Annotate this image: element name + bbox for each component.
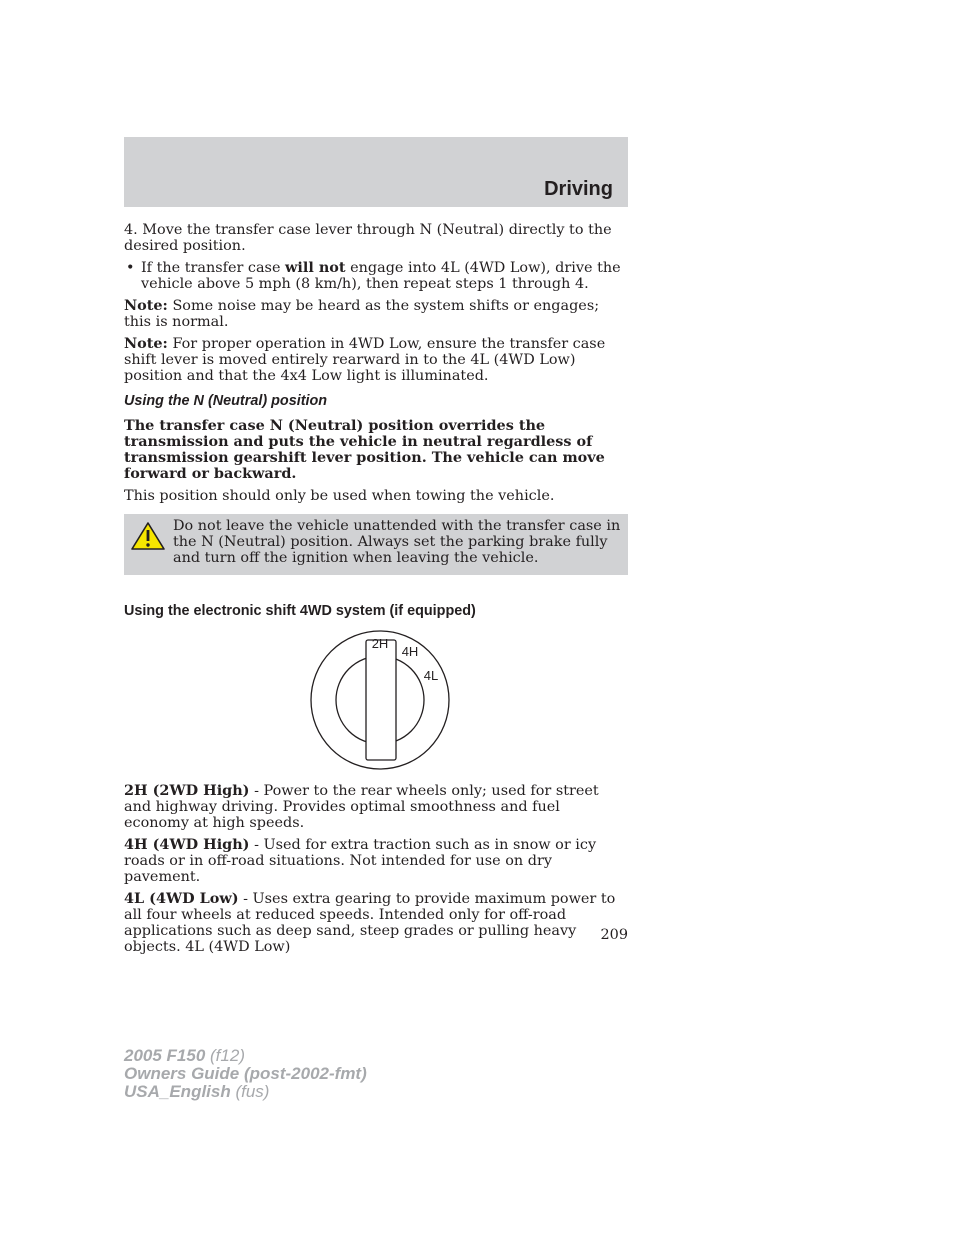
warning-triangle-icon [130,521,166,551]
neutral-position-heading: Using the N (Neutral) position [124,393,328,409]
note-text: For proper operation in 4WD Low, ensure the transfer case shift lever is moved entirely rearward in to the 4L (4WD Low) position and that the 4x4 Low light is illuminated. [124,336,606,384]
footer-line-1 [124,1047,367,1065]
document-footer [124,1047,367,1101]
bullet-text-bold: will not [285,259,346,276]
mode-label: 4L (4WD Low) [124,890,239,907]
footer-model: 2005 F150 [124,1046,206,1065]
neutral-bold-paragraph: The transfer case N (Neutral) position overrides the transmission and puts the vehicle in neutral regardless of transmission gearshift lever position. The vehicle can move forward or backward. [124,417,605,482]
mode-4h-description [124,837,628,885]
mode-text: - Used for extra traction such as in snow or icy roads or in off-road situations. Not intended for use on dry pavement. [124,837,597,885]
page-content [124,222,628,961]
mode-text: - Power to the rear wheels only; used for street and highway driving. Provides optimal smoothness and fuel economy at high speeds. [124,783,599,831]
mode-4l-description [124,891,628,955]
section-title: Driving [544,178,613,200]
footer-line-3 [124,1083,367,1101]
mode-2h-description [124,783,628,831]
bullet-item [124,260,628,292]
page-number: 209 [600,927,628,943]
dial-label-4l: 4L [423,668,439,683]
step-4-text: 4. Move the transfer case lever through N (Neutral) directly to the desired position. [124,222,612,254]
dial-knob [366,640,396,760]
note-label: Note: [124,297,168,314]
mode-text: - Uses extra gearing to provide maximum power to all four wheels at reduced speeds. Intended only for off-road applications such as deep sand, steep grades or pulling heavy objects. 4L (4WD Low) [124,891,616,955]
footer-line-2: Owners Guide (post-2002-fmt) [124,1064,367,1083]
note-noise [124,298,628,330]
mode-label: 2H (2WD High) [124,782,250,799]
bullet-text-before: If the transfer case [141,260,286,276]
4wd-selector-dial [307,627,453,773]
note-text: Some noise may be heard as the system shifts or engages; this is normal. [124,298,600,330]
footer-language: USA_English [124,1082,231,1101]
warning-box [124,514,628,575]
dial-label-4h: 4H [401,644,419,659]
note-label: Note: [124,335,168,352]
bullet-text-after: engage into 4L (4WD Low), drive the vehicle above 5 mph (8 km/h), then repeat steps 1 through 4. [141,260,621,292]
mode-label: 4H (4WD High) [124,836,250,853]
dial-label-2h: 2H [371,636,389,651]
4wd-selector-dial-figure [124,627,628,773]
electronic-shift-heading: Using the electronic shift 4WD system (if equipped) [124,603,476,619]
neutral-towing-paragraph: This position should only be used when towing the vehicle. [124,488,555,504]
warning-text: Do not leave the vehicle unattended with the transfer case in the N (Neutral) position. Always set the parking brake fully and turn off the ignition when leaving the vehicle. [173,518,621,566]
footer-model-code: (f12) [205,1046,245,1065]
section-header-band [124,137,628,207]
footer-language-code: (fus) [230,1082,270,1101]
note-4wd-low [124,336,628,384]
bullet-symbol: • [126,260,135,276]
